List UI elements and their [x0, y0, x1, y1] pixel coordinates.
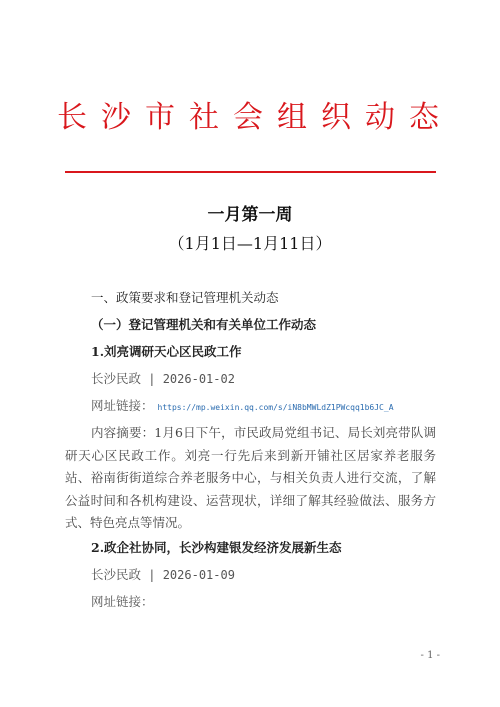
article-url-row: [91, 593, 154, 611]
meta-separator: |: [148, 568, 163, 582]
subsection-heading: （一）登记管理机关和有关单位工作动态: [91, 317, 317, 332]
article-date: 2026-01-02: [162, 372, 235, 386]
masthead-title: 长沙市社会组织动态: [57, 100, 453, 135]
article-meta: [91, 370, 235, 388]
article-title: 2.政企社协同，长沙构建银发经济发展新生态: [91, 540, 342, 555]
article-date: 2026-01-09: [162, 568, 235, 582]
article-summary: 内容摘要：1月6日下午，市民政局党组书记、局长刘亮带队调研天心区民政工作。刘亮一行先后来到新开铺社区居家养老服务站、裕南街街道综合养老服务中心，与相关负责人进行交流，了解公益时间和各机构建设、运营现状，详细了解其经验做法、服务方式、特色亮点等情况。: [65, 425, 436, 530]
article-url-row: [91, 397, 394, 417]
article-link[interactable]: https://mp.weixin.qq.com/s/iN8bMWLdZ1PWcqq1b6JC_A: [157, 403, 394, 412]
page-number: - 1 -: [420, 650, 440, 661]
masthead-divider: [65, 171, 436, 173]
article-source: 长沙民政: [91, 567, 142, 582]
url-label: 网址链接：: [91, 594, 154, 609]
section-heading: 一、政策要求和登记管理机关动态: [91, 290, 279, 305]
article-meta: [91, 566, 235, 584]
week-title: 一月第一周: [207, 205, 293, 225]
meta-separator: |: [148, 372, 163, 386]
article-title: 1.刘亮调研天心区民政工作: [91, 344, 242, 359]
url-label: 网址链接：: [91, 398, 154, 413]
week-date-range: （1月1日—1月11日）: [168, 234, 332, 253]
article-source: 长沙民政: [91, 371, 142, 386]
